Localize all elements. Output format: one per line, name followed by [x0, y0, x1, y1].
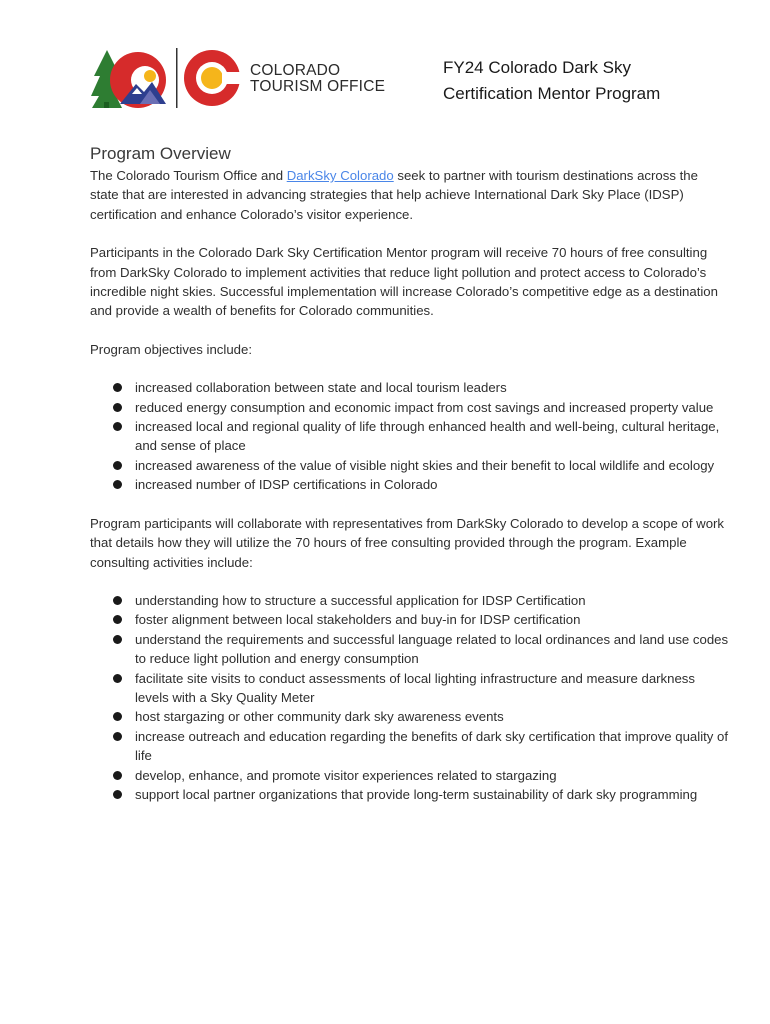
- bullet-icon: [113, 480, 122, 489]
- bullet-icon: [113, 790, 122, 799]
- list-item: facilitate site visits to conduct assessments of local lighting infrastructure and measure darkness levels with a Sky Quality Meter: [135, 669, 730, 708]
- list-item: understanding how to structure a successful application for IDSP Certification: [135, 591, 730, 610]
- list-item: support local partner organizations that provide long-term sustainability of dark sky programming: [135, 785, 730, 804]
- intro-paragraph: [90, 166, 730, 224]
- colorado-flag-c-icon: [184, 50, 240, 106]
- bullet-icon: [113, 461, 122, 470]
- list-item: increased local and regional quality of life through enhanced health and well-being, cultural heritage, and sense of place: [135, 417, 730, 456]
- bullet-icon: [113, 771, 122, 780]
- document-title: [443, 55, 743, 107]
- section-heading: Program Overview: [90, 144, 231, 163]
- intro-text-after: seek to partner with tourism destinations across the state that are interested in advancing strategies that help achieve International Dark Sky Place (IDSP) certification and enhance Colorado’s visitor experience.: [90, 168, 698, 222]
- list-item: foster alignment between local stakeholders and buy-in for IDSP certification: [135, 610, 730, 629]
- activities-intro: Program participants will collaborate with representatives from DarkSky Colorado to develop a scope of work that details how they will utilize the 70 hours of free consulting provided through the program. Example consulting activities include:: [90, 515, 725, 570]
- bullet-icon: [113, 615, 122, 624]
- bullet-icon: [113, 596, 122, 605]
- list-item: increased awareness of the value of visible night skies and their benefit to local wildlife and ecology: [135, 456, 730, 475]
- list-item: host stargazing or other community dark sky awareness events: [135, 707, 730, 726]
- logo-line-tourism-office: TOURISM OFFICE: [250, 78, 386, 95]
- list-item: increased number of IDSP certifications in Colorado: [135, 475, 730, 494]
- intro-text-before: The Colorado Tourism Office and: [90, 168, 287, 183]
- colorado-c-mountain-icon: [110, 52, 166, 108]
- participants-paragraph: Participants in the Colorado Dark Sky Certification Mentor program will receive 70 hours of free consulting from DarkSky Colorado to implement activities that reduce light pollution and protect access to Colorado’s incredible night skies. Successful implementation will increase Colorado’s competitive edge as a destination and provide a wealth of benefits for Colorado communities.: [90, 245, 718, 319]
- list-item: develop, enhance, and promote visitor experiences related to stargazing: [135, 766, 730, 785]
- bullet-icon: [113, 422, 122, 431]
- bullet-icon: [113, 674, 122, 683]
- title-line-1: FY24 Colorado Dark Sky: [443, 58, 632, 77]
- darksky-colorado-link[interactable]: DarkSky Colorado: [286, 168, 394, 183]
- list-item: understand the requirements and successful language related to local ordinances and land use codes to reduce light pollution and energy consumption: [135, 630, 730, 669]
- bullet-icon: [113, 403, 122, 412]
- activities-list: [90, 591, 730, 804]
- list-item: increase outreach and education regarding the benefits of dark sky certification that improve quality of life: [135, 727, 730, 766]
- list-item: increased collaboration between state and local tourism leaders: [135, 378, 730, 397]
- bullet-icon: [113, 383, 122, 392]
- logo-graphic: [90, 46, 240, 110]
- title-line-2: Certification Mentor Program: [443, 84, 661, 103]
- list-item: reduced energy consumption and economic impact from cost savings and increased property value: [135, 398, 730, 417]
- logo-line-colorado: COLORADO: [250, 62, 341, 79]
- document-body: [90, 142, 730, 804]
- logo-wordmark: [250, 63, 385, 95]
- logo-divider: [176, 48, 178, 108]
- bullet-icon: [113, 732, 122, 741]
- objectives-list: [90, 378, 730, 494]
- bullet-icon: [113, 712, 122, 721]
- bullet-icon: [113, 635, 122, 644]
- objectives-intro: Program objectives include:: [90, 341, 252, 357]
- colorado-tourism-logo: [90, 46, 390, 110]
